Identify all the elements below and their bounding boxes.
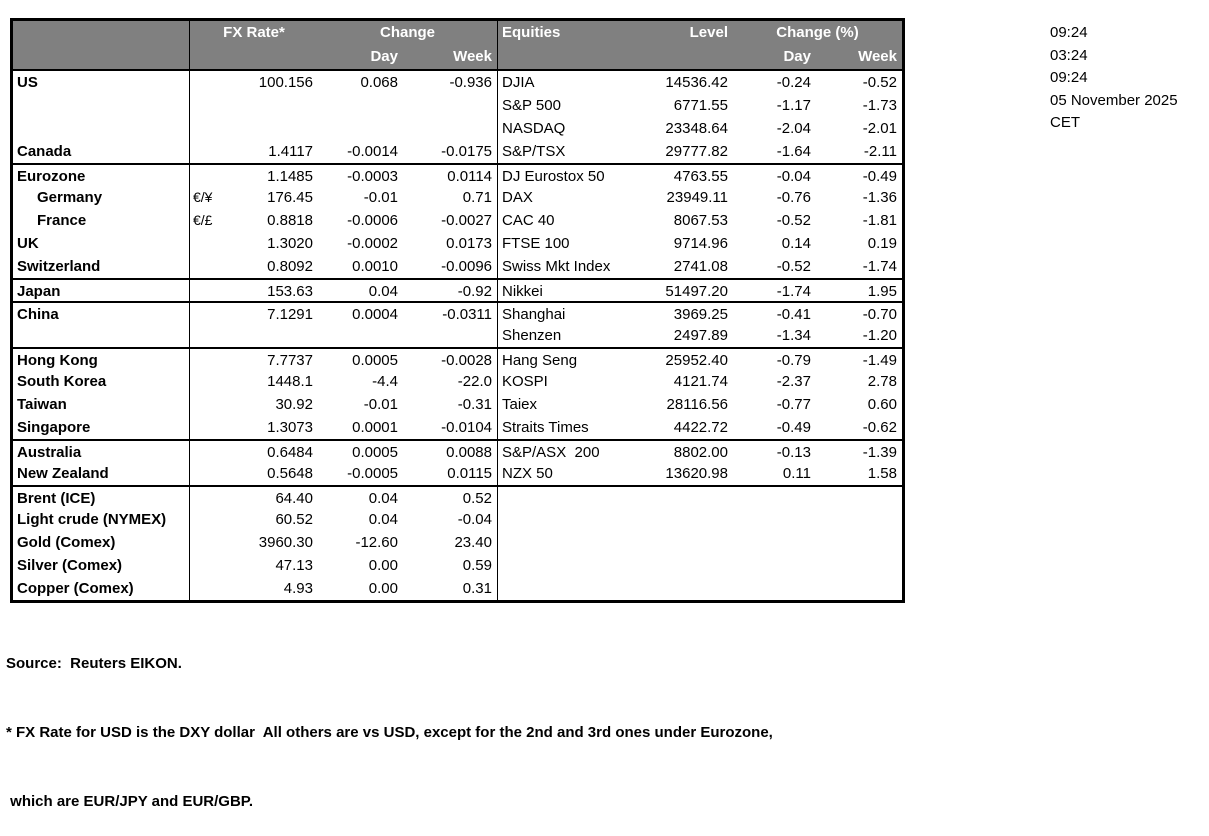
- fx-rate-cell: [226, 94, 318, 117]
- table-row: [13, 140, 902, 163]
- equity-week-change-cell: -0.49: [862, 168, 897, 185]
- equity-day-change-cell: -0.52: [776, 258, 811, 275]
- fx-day-change-cell: -0.0005: [347, 465, 398, 482]
- table-row: [13, 301, 902, 324]
- header-level: Level: [689, 24, 728, 41]
- equity-level-cell: 23949.11: [666, 189, 728, 206]
- equity-day-change-cell: -1.74: [776, 283, 811, 300]
- fx-rate-cell: 30.92: [275, 396, 313, 413]
- header-blank-cell: [497, 45, 648, 69]
- fx-rate-cell: 64.40: [275, 490, 313, 507]
- currency-pair-cell: [190, 165, 226, 188]
- table-body: [13, 71, 902, 600]
- equity-week-change-cell: -1.74: [862, 258, 897, 275]
- currency-pair-cell: [190, 416, 226, 439]
- fx-day-change-cell: 0.0005: [352, 352, 398, 369]
- currency-pair-cell: [190, 280, 226, 303]
- currency-pair-cell: [190, 303, 226, 326]
- equity-level-cell: 6771.55: [673, 97, 728, 114]
- equity-week-change-cell: -0.52: [862, 74, 897, 91]
- equity-name-cell: [497, 577, 648, 600]
- equity-week-change-cell: 0.60: [867, 396, 897, 413]
- equity-week-change-cell: -0.70: [862, 306, 897, 323]
- fx-week-change-cell: -0.0311: [442, 306, 492, 323]
- table-row: [13, 531, 902, 554]
- fx-day-change-cell: -0.01: [363, 189, 398, 206]
- table-row: [13, 485, 902, 508]
- equity-level-cell: 3969.25: [673, 306, 728, 323]
- currency-pair-cell: [190, 255, 226, 278]
- equity-level-cell: 13620.98: [665, 465, 728, 482]
- equity-week-change-cell: [816, 508, 902, 531]
- table-row: [13, 347, 902, 370]
- header-blank-cell: [648, 45, 733, 69]
- timezone-label: CET: [1050, 114, 1080, 132]
- fx-week-change-cell: -0.0028: [441, 352, 492, 369]
- header-fx-rate: FX Rate*: [223, 24, 285, 41]
- table-row: [13, 117, 902, 140]
- equity-level-cell: [648, 554, 733, 577]
- equity-week-change-cell: 1.58: [867, 465, 897, 482]
- fx-week-change-cell: 0.31: [462, 580, 492, 597]
- equity-day-change-cell: -1.17: [776, 97, 811, 114]
- country-cell: Silver (Comex): [13, 554, 190, 577]
- footnotes: [6, 606, 773, 836]
- timestamp-2: 03:24: [1050, 46, 1088, 64]
- fx-day-change-cell: 0.0004: [352, 306, 398, 323]
- currency-pair-cell: [190, 554, 226, 577]
- equity-day-change-cell: -0.41: [776, 306, 811, 323]
- currency-pair-cell: [190, 94, 226, 117]
- equity-level-cell: 4763.55: [673, 168, 728, 185]
- country-cell: New Zealand: [13, 462, 190, 485]
- currency-pair-cell: €/£: [193, 212, 213, 228]
- equity-level-cell: 2741.08: [673, 258, 728, 275]
- currency-pair-cell: [190, 462, 226, 485]
- table-row: [13, 209, 902, 232]
- fx-day-change-cell: 0.00: [368, 580, 398, 597]
- equity-level-cell: 4121.74: [673, 373, 728, 390]
- equity-name-cell: Hang Seng: [497, 349, 648, 372]
- currency-pair-cell: [190, 441, 226, 464]
- equity-level-cell: 28116.56: [666, 396, 728, 413]
- fx-week-change-cell: 0.0173: [446, 235, 492, 252]
- equity-week-change-cell: 0.19: [867, 235, 897, 252]
- equity-week-change-cell: -1.49: [862, 352, 897, 369]
- fx-rate-cell: [226, 324, 318, 347]
- equity-name-cell: [497, 508, 648, 531]
- fx-day-change-cell: 0.0010: [352, 258, 398, 275]
- equity-day-change-cell: -2.04: [776, 120, 811, 137]
- timestamp-3: 09:24: [1050, 69, 1088, 87]
- equity-name-cell: S&P 500: [497, 94, 648, 117]
- country-cell: Singapore: [13, 416, 190, 439]
- table-row: [13, 416, 902, 439]
- country-cell: Germany: [13, 186, 190, 209]
- header-eq-day: Day: [783, 48, 811, 65]
- fx-day-change-cell: 0.04: [368, 490, 398, 507]
- fx-rate-cell: 100.156: [258, 74, 313, 91]
- header-eq-week: Week: [858, 48, 897, 65]
- fx-rate-cell: 176.45: [267, 189, 313, 206]
- fx-day-change-cell: -12.60: [355, 534, 398, 551]
- table-row: [13, 577, 902, 600]
- equity-week-change-cell: [816, 554, 902, 577]
- fx-day-change-cell: 0.04: [368, 283, 398, 300]
- equity-name-cell: DAX: [497, 186, 648, 209]
- fx-day-change-cell: 0.0001: [352, 419, 398, 436]
- currency-pair-cell: [190, 487, 226, 510]
- equity-level-cell: 14536.42: [665, 74, 728, 91]
- fx-rate-cell: 1448.1: [267, 373, 313, 390]
- fx-rate-cell: 0.8092: [267, 258, 313, 275]
- equity-level-cell: 9714.96: [673, 235, 728, 252]
- fx-rate-cell: 0.5648: [267, 465, 313, 482]
- country-cell: [13, 94, 190, 117]
- equity-name-cell: S&P/TSX: [497, 140, 648, 163]
- equity-name-cell: FTSE 100: [497, 232, 648, 255]
- equity-name-cell: [497, 531, 648, 554]
- equity-week-change-cell: 1.95: [867, 283, 897, 300]
- fx-week-change-cell: -0.0175: [441, 143, 492, 160]
- fx-rate-cell: 1.4117: [268, 143, 313, 160]
- fx-week-change-cell: -0.0027: [441, 212, 492, 229]
- equity-level-cell: 23348.64: [665, 120, 728, 137]
- country-cell: Switzerland: [13, 255, 190, 278]
- country-cell: Light crude (NYMEX): [13, 508, 190, 531]
- fx-rate-cell: 4.93: [283, 580, 313, 597]
- equity-day-change-cell: -2.37: [776, 373, 811, 390]
- fx-week-change-cell: -0.04: [457, 511, 492, 528]
- equity-week-change-cell: [816, 487, 902, 510]
- equity-day-change-cell: -0.76: [776, 189, 811, 206]
- table-row: [13, 462, 902, 485]
- equity-day-change-cell: 0.14: [781, 235, 811, 252]
- equity-day-change-cell: -0.49: [776, 419, 811, 436]
- fx-week-change-cell: 0.0115: [447, 465, 492, 482]
- fx-week-change-cell: -22.0: [457, 373, 492, 390]
- fx-rate-cell: 3960.30: [258, 534, 313, 551]
- table-row: [13, 163, 902, 186]
- fx-week-change-cell: -0.31: [457, 396, 492, 413]
- equity-day-change-cell: -0.24: [776, 74, 811, 91]
- equity-level-cell: 8067.53: [673, 212, 728, 229]
- equity-level-cell: [648, 487, 733, 510]
- country-cell: Copper (Comex): [13, 577, 190, 600]
- fx-day-change-cell: 0.00: [368, 557, 398, 574]
- country-cell: [13, 117, 190, 140]
- table-row: [13, 439, 902, 462]
- country-cell: South Korea: [13, 370, 190, 393]
- equity-level-cell: 25952.40: [665, 352, 728, 369]
- fx-day-change-cell: -0.0006: [347, 212, 398, 229]
- fx-rate-cell: 1.3073: [267, 419, 313, 436]
- fx-week-change-cell: -0.936: [449, 74, 492, 91]
- equity-day-change-cell: 0.11: [782, 465, 811, 482]
- currency-pair-cell: [190, 232, 226, 255]
- currency-pair-cell: [190, 117, 226, 140]
- fx-week-change-cell: 0.0114: [447, 168, 492, 185]
- country-cell: Australia: [13, 441, 190, 464]
- equity-name-cell: NASDAQ: [497, 117, 648, 140]
- equity-day-change-cell: [733, 487, 816, 510]
- country-cell: Canada: [13, 140, 190, 163]
- equity-name-cell: S&P/ASX 200: [497, 441, 648, 464]
- fx-rate-cell: 60.52: [275, 511, 313, 528]
- equity-week-change-cell: [816, 531, 902, 554]
- fx-day-change-cell: -0.0014: [347, 143, 398, 160]
- country-cell: Brent (ICE): [13, 487, 190, 510]
- equity-day-change-cell: [733, 508, 816, 531]
- equity-name-cell: KOSPI: [497, 370, 648, 393]
- fx-rate-cell: 0.8818: [267, 212, 313, 229]
- equity-level-cell: 4422.72: [673, 419, 728, 436]
- equity-name-cell: Nikkei: [497, 280, 648, 303]
- fx-day-change-cell: -4.4: [372, 373, 398, 390]
- header-fx-week: Week: [453, 48, 492, 65]
- equity-day-change-cell: -0.77: [776, 396, 811, 413]
- fx-day-change-cell: 0.0005: [352, 444, 398, 461]
- fx-rate-cell: 1.1485: [267, 168, 313, 185]
- table-row: [13, 232, 902, 255]
- fx-rate-cell: 0.6484: [267, 444, 313, 461]
- currency-pair-cell: [190, 370, 226, 393]
- equity-day-change-cell: -0.52: [776, 212, 811, 229]
- fx-week-change-cell: -0.92: [457, 283, 492, 300]
- equity-week-change-cell: -1.36: [862, 189, 897, 206]
- equity-day-change-cell: -0.79: [776, 352, 811, 369]
- equity-level-cell: 29777.82: [665, 143, 728, 160]
- country-cell: China: [13, 303, 190, 326]
- country-cell: UK: [13, 232, 190, 255]
- equity-name-cell: NZX 50: [497, 462, 648, 485]
- equity-week-change-cell: -1.39: [862, 444, 897, 461]
- header-fx-day: Day: [370, 48, 398, 65]
- fx-rate-cell: 7.1291: [267, 306, 313, 323]
- fx-week-change-cell: 0.0088: [446, 444, 492, 461]
- equity-week-change-cell: -2.11: [863, 143, 897, 160]
- fx-week-change-cell: 0.59: [462, 557, 492, 574]
- table-row: [13, 508, 902, 531]
- fx-day-change-cell: [318, 117, 403, 140]
- country-cell: France: [13, 209, 190, 232]
- equity-week-change-cell: [816, 577, 902, 600]
- table-row: [13, 393, 902, 416]
- equity-name-cell: Shanghai: [497, 303, 648, 326]
- header-change-pct: Change (%): [776, 24, 859, 41]
- equity-level-cell: [648, 577, 733, 600]
- fx-day-change-cell: -0.01: [363, 396, 398, 413]
- fx-week-change-cell: 0.71: [462, 189, 492, 206]
- equity-day-change-cell: -1.64: [776, 143, 811, 160]
- fx-rate-cell: 153.63: [267, 283, 313, 300]
- fx-week-change-cell: 23.40: [454, 534, 492, 551]
- equity-day-change-cell: -1.34: [776, 327, 811, 344]
- country-cell: [13, 324, 190, 347]
- fx-day-change-cell: -0.0002: [347, 235, 398, 252]
- equity-day-change-cell: [733, 577, 816, 600]
- equity-name-cell: CAC 40: [497, 209, 648, 232]
- equity-level-cell: 51497.20: [665, 283, 728, 300]
- equity-name-cell: Swiss Mkt Index: [497, 255, 648, 278]
- country-cell: Japan: [13, 280, 190, 303]
- table-row: [13, 94, 902, 117]
- market-snapshot-table: [10, 18, 905, 603]
- equity-day-change-cell: -0.04: [776, 168, 811, 185]
- equity-level-cell: 8802.00: [673, 444, 728, 461]
- fx-rate-cell: [226, 117, 318, 140]
- table-header: [13, 21, 902, 71]
- fx-week-change-cell: -0.0096: [441, 258, 492, 275]
- source-line: Source: Reuters EIKON.: [6, 655, 182, 672]
- header-blank-cell: [13, 21, 190, 45]
- country-cell: Gold (Comex): [13, 531, 190, 554]
- equity-week-change-cell: -1.73: [862, 97, 897, 114]
- header-blank-cell: [13, 45, 190, 69]
- table-row: [13, 255, 902, 278]
- fx-week-change-cell: -0.0104: [441, 419, 492, 436]
- equity-name-cell: Shenzen: [497, 324, 648, 347]
- header-equities: Equities: [497, 21, 648, 45]
- fx-day-change-cell: [318, 324, 403, 347]
- currency-pair-cell: [190, 531, 226, 554]
- currency-pair-cell: [190, 324, 226, 347]
- table-row: [13, 71, 902, 94]
- table-row: [13, 554, 902, 577]
- fx-day-change-cell: -0.0003: [347, 168, 398, 185]
- fx-week-change-cell: [403, 117, 497, 140]
- table-row: [13, 324, 902, 347]
- equity-level-cell: [648, 531, 733, 554]
- fx-week-change-cell: [403, 94, 497, 117]
- country-cell: Eurozone: [13, 165, 190, 188]
- equity-week-change-cell: -2.01: [862, 120, 897, 137]
- header-row-2: [13, 45, 902, 69]
- country-cell: Hong Kong: [13, 349, 190, 372]
- fx-day-change-cell: 0.068: [360, 74, 398, 91]
- fx-rate-cell: 47.13: [275, 557, 313, 574]
- table-row: [13, 370, 902, 393]
- fx-week-change-cell: [403, 324, 497, 347]
- equity-week-change-cell: -1.20: [862, 327, 897, 344]
- fx-rate-cell: 1.3020: [267, 235, 313, 252]
- fx-day-change-cell: [318, 94, 403, 117]
- equity-level-cell: 2497.89: [673, 327, 728, 344]
- header-change: Change: [379, 24, 435, 41]
- equity-name-cell: DJIA: [497, 71, 648, 94]
- currency-pair-cell: [190, 71, 226, 94]
- equity-week-change-cell: 2.78: [867, 373, 897, 390]
- currency-pair-cell: [190, 140, 226, 163]
- country-cell: US: [13, 71, 190, 94]
- table-row: [13, 186, 902, 209]
- equity-day-change-cell: [733, 554, 816, 577]
- fx-day-change-cell: 0.04: [368, 511, 398, 528]
- timestamp-1: 09:24: [1050, 24, 1088, 41]
- fx-rate-cell: 7.7737: [267, 352, 313, 369]
- timestamps: [1050, 22, 1178, 135]
- country-cell: Taiwan: [13, 393, 190, 416]
- equity-name-cell: DJ Eurostox 50: [497, 165, 648, 188]
- equity-week-change-cell: -0.62: [862, 419, 897, 436]
- table-row: [13, 278, 902, 301]
- footnote-line-2: which are EUR/JPY and EUR/GBP.: [6, 793, 254, 810]
- equity-name-cell: [497, 554, 648, 577]
- footnote-line-1: * FX Rate for USD is the DXY dollar All others are vs USD, except for the 2nd and 3rd ones under Eurozone,: [6, 724, 773, 741]
- currency-pair-cell: [190, 393, 226, 416]
- date-label: 05 November 2025: [1050, 91, 1178, 109]
- currency-pair-cell: [190, 349, 226, 372]
- equity-name-cell: Taiex: [497, 393, 648, 416]
- equity-week-change-cell: -1.81: [862, 212, 897, 229]
- currency-pair-cell: [190, 508, 226, 531]
- currency-pair-cell: €/¥: [193, 189, 213, 205]
- currency-pair-cell: [190, 577, 226, 600]
- equity-name-cell: Straits Times: [497, 416, 648, 439]
- equity-day-change-cell: -0.13: [776, 444, 811, 461]
- fx-week-change-cell: 0.52: [462, 490, 492, 507]
- equity-level-cell: [648, 508, 733, 531]
- header-row-1: [13, 21, 902, 45]
- header-blank-cell: [190, 45, 318, 69]
- equity-day-change-cell: [733, 531, 816, 554]
- equity-name-cell: [497, 487, 648, 510]
